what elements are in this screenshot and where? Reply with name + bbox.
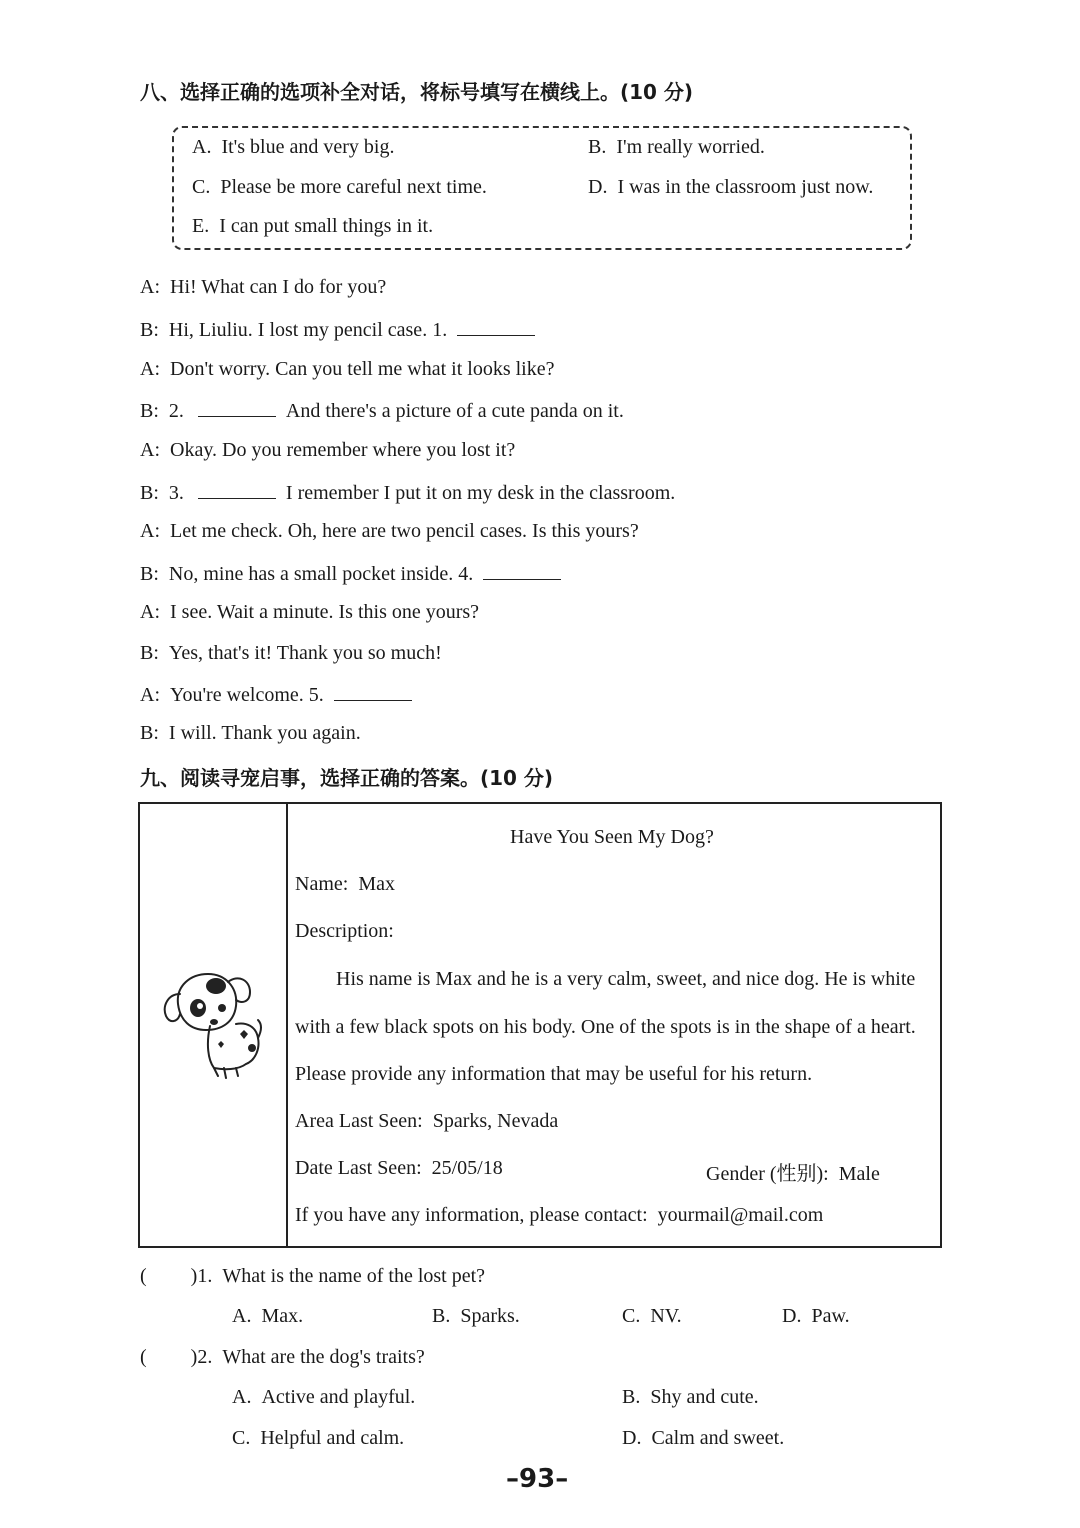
- line-text: Yes, that's it! Thank you so much!: [168, 642, 442, 664]
- q2-option-a: [232, 1386, 415, 1409]
- line-text: No, mine has a small pocket inside.: [168, 563, 454, 585]
- speaker: A:: [140, 520, 160, 542]
- area-last-seen: [295, 1110, 558, 1133]
- dialogue-line-4: [140, 398, 624, 423]
- dialogue-line-12: [140, 722, 361, 745]
- option-a: [192, 136, 394, 159]
- date-value: 25/05/18: [431, 1157, 503, 1179]
- option-letter: C.: [232, 1427, 251, 1449]
- dash-right: –: [555, 1464, 569, 1494]
- notice-divider: [286, 804, 288, 1246]
- line-text: Okay. Do you remember where you lost it?: [170, 439, 516, 461]
- dialogue-line-8: [140, 561, 561, 586]
- dialogue-line-11: [140, 682, 412, 707]
- q1-option-d: [782, 1305, 850, 1328]
- option-e: [192, 215, 433, 238]
- blank-number: 3.: [168, 482, 184, 504]
- name-value: Max: [358, 873, 395, 895]
- speaker: A:: [140, 684, 160, 706]
- line-text: I see. Wait a minute. Is this one yours?: [170, 601, 480, 623]
- question-text: What are the dog's traits?: [222, 1346, 425, 1368]
- speaker: B:: [140, 319, 159, 341]
- speaker: B:: [140, 482, 159, 504]
- answer-paren-open[interactable]: (: [140, 1346, 147, 1368]
- speaker: B:: [140, 642, 159, 664]
- line-text: Don't worry. Can you tell me what it looks like?: [170, 358, 555, 380]
- option-letter: D.: [622, 1427, 642, 1449]
- answer-blank-4[interactable]: [483, 561, 561, 580]
- area-value: Sparks, Nevada: [432, 1110, 559, 1132]
- question-2: [140, 1346, 425, 1369]
- speaker: B:: [140, 400, 159, 422]
- option-text: Calm and sweet.: [651, 1427, 785, 1449]
- q1-option-b: [432, 1305, 520, 1328]
- line-text: Let me check. Oh, here are two pencil cases. Is this yours?: [170, 520, 639, 542]
- q2-option-c: [232, 1427, 404, 1450]
- speaker: B:: [140, 722, 159, 744]
- notice-name: [295, 873, 395, 896]
- description-label: Description:: [295, 920, 394, 942]
- description-line-1: His name is Max and he is a very calm, sweet, and nice dog. He is white: [336, 968, 916, 990]
- dialogue-line-1: [140, 276, 386, 299]
- contact-value: yourmail@mail.com: [657, 1204, 824, 1226]
- page-number: [506, 1464, 568, 1494]
- area-label: Area Last Seen:: [295, 1110, 423, 1132]
- option-letter: C.: [622, 1305, 641, 1327]
- line-text: Hi! What can I do for you?: [170, 276, 387, 298]
- option-letter: A.: [232, 1386, 252, 1408]
- blank-number: 5.: [308, 684, 324, 706]
- option-letter: D.: [782, 1305, 802, 1327]
- option-d: [588, 176, 873, 199]
- answer-blank-2[interactable]: [198, 398, 276, 417]
- gender-label: Gender (性别):: [706, 1163, 829, 1185]
- option-letter: B.: [432, 1305, 451, 1327]
- question-text: What is the name of the lost pet?: [222, 1265, 486, 1287]
- q2-option-d: [622, 1427, 784, 1450]
- option-text: Sparks.: [460, 1305, 520, 1327]
- dash-left: –: [506, 1464, 519, 1494]
- section-9-heading: 九、阅读寻宠启事，选择正确的答案。(10 分): [140, 766, 554, 790]
- speaker: A:: [140, 276, 160, 298]
- contact-label: If you have any information, please contact:: [295, 1204, 648, 1226]
- blank-number: 2.: [168, 400, 184, 422]
- line-text: And there's a picture of a cute panda on it.: [285, 400, 624, 422]
- question-number: )2.: [190, 1346, 213, 1368]
- dialogue-line-7: [140, 520, 639, 543]
- option-letter: E.: [192, 215, 210, 237]
- line-text: You're welcome.: [170, 684, 304, 706]
- contact: [295, 1204, 823, 1227]
- option-c: [192, 176, 487, 199]
- dialogue-line-9: [140, 601, 479, 624]
- answer-blank-3[interactable]: [198, 480, 276, 499]
- option-b: [588, 136, 765, 159]
- option-text: Shy and cute.: [650, 1386, 759, 1408]
- speaker: A:: [140, 601, 160, 623]
- option-text: I'm really worried.: [616, 136, 765, 158]
- option-letter: D.: [588, 176, 608, 198]
- page-number-value: 93: [519, 1464, 556, 1494]
- dog-icon: [158, 964, 270, 1084]
- speaker: A:: [140, 439, 160, 461]
- option-text: I was in the classroom just now.: [617, 176, 874, 198]
- dialogue-line-2: [140, 317, 535, 342]
- dialogue-line-3: [140, 358, 554, 381]
- option-text: Active and playful.: [261, 1386, 416, 1408]
- date-label: Date Last Seen:: [295, 1157, 422, 1179]
- option-letter: A.: [232, 1305, 252, 1327]
- notice-title: Have You Seen My Dog?: [510, 826, 714, 848]
- q2-option-b: [622, 1386, 759, 1409]
- gender-value: Male: [838, 1163, 880, 1185]
- q1-option-c: [622, 1305, 682, 1328]
- question-number: )1.: [190, 1265, 213, 1287]
- answer-blank-5[interactable]: [334, 682, 412, 701]
- section-8-heading: 八、选择正确的选项补全对话，将标号填写在横线上。(10 分): [140, 80, 694, 104]
- description-line-2: with a few black spots on his body. One of the spots is in the shape of a heart.: [295, 1016, 916, 1038]
- answer-blank-1[interactable]: [457, 317, 535, 336]
- blank-number: 4.: [458, 563, 474, 585]
- option-letter: A.: [192, 136, 212, 158]
- option-text: Please be more careful next time.: [220, 176, 487, 198]
- description-line-3: Please provide any information that may be useful for his return.: [295, 1063, 813, 1085]
- option-text: It's blue and very big.: [221, 136, 395, 158]
- line-text: Hi, Liuliu. I lost my pencil case.: [168, 319, 428, 341]
- option-text: NV.: [650, 1305, 682, 1327]
- dialogue-line-10: [140, 642, 442, 665]
- name-label: Name:: [295, 873, 349, 895]
- dialogue-line-5: [140, 439, 515, 462]
- question-1: [140, 1265, 485, 1288]
- answer-paren-open[interactable]: (: [140, 1265, 147, 1287]
- dialogue-line-6: [140, 480, 675, 505]
- option-text: Helpful and calm.: [260, 1427, 405, 1449]
- option-letter: B.: [622, 1386, 641, 1408]
- option-text: I can put small things in it.: [219, 215, 434, 237]
- blank-number: 1.: [432, 319, 448, 341]
- line-text: I remember I put it on my desk in the classroom.: [285, 482, 676, 504]
- option-text: Max.: [261, 1305, 304, 1327]
- option-letter: B.: [588, 136, 607, 158]
- date-last-seen: [295, 1157, 503, 1180]
- line-text: I will. Thank you again.: [168, 722, 361, 744]
- option-text: Paw.: [811, 1305, 850, 1327]
- option-letter: C.: [192, 176, 211, 198]
- q1-option-a: [232, 1305, 303, 1328]
- gender: [706, 1157, 880, 1186]
- speaker: A:: [140, 358, 160, 380]
- speaker: B:: [140, 563, 159, 585]
